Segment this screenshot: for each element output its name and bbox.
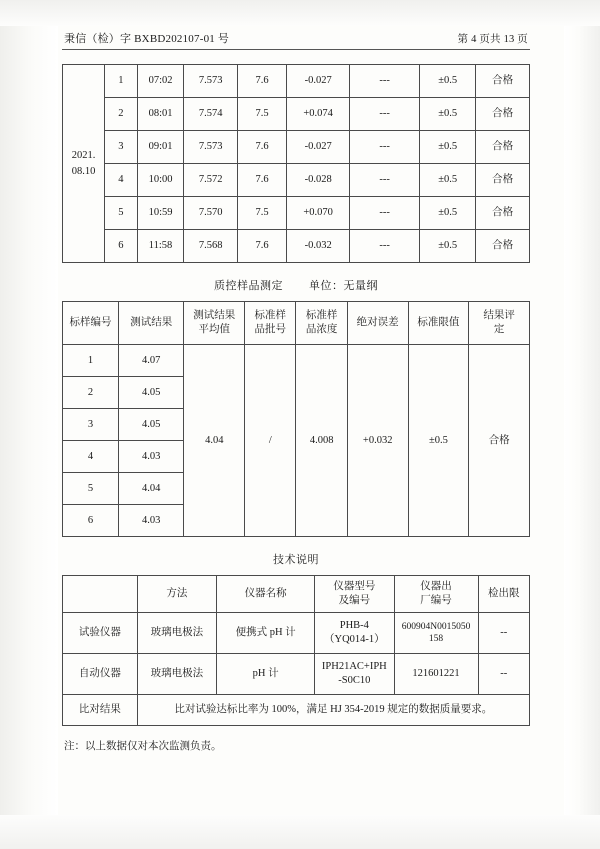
tech-model: PHB-4 （YQ014-1）	[315, 613, 394, 654]
document-header	[62, 30, 530, 50]
tech-col-blank	[63, 576, 138, 613]
tech-factory-no: 600904N0015050 158	[394, 613, 478, 654]
row-verdict: 合格	[476, 164, 530, 197]
row-no: 2	[105, 98, 138, 131]
row-no: 4	[105, 164, 138, 197]
qc-sample-no: 3	[63, 409, 119, 441]
qc-col-concentration: 标准样 品浓度	[296, 302, 347, 345]
row-no: 3	[105, 131, 138, 164]
qc-verdict: 合格	[469, 345, 530, 537]
row-std: 7.5	[238, 197, 287, 230]
table-row	[63, 654, 530, 695]
table-row	[63, 345, 530, 377]
row-limit: ±0.5	[420, 98, 476, 131]
page-number: 第 4 页共 13 页	[457, 34, 528, 45]
row-time: 07:02	[137, 65, 184, 98]
qc-result: 4.07	[119, 345, 184, 377]
tech-section-title: 技术说明	[273, 554, 319, 566]
row-abs-err: ---	[350, 65, 420, 98]
table-row	[63, 230, 530, 263]
row-verdict: 合格	[476, 131, 530, 164]
measurement-date: 2021. 08.10	[63, 65, 105, 263]
row-result: 7.570	[184, 197, 238, 230]
scan-edge-right	[564, 0, 600, 849]
row-std: 7.6	[238, 230, 287, 263]
row-dev: +0.074	[287, 98, 350, 131]
tech-method: 玻璃电极法	[137, 654, 216, 695]
row-abs-err: ---	[350, 197, 420, 230]
tech-row-label: 自动仪器	[63, 654, 138, 695]
table-row	[63, 131, 530, 164]
row-no: 5	[105, 197, 138, 230]
qc-concentration: 4.008	[296, 345, 347, 537]
row-limit: ±0.5	[420, 131, 476, 164]
table-row	[63, 613, 530, 654]
qc-result: 4.03	[119, 441, 184, 473]
tech-instrument-name: pH 计	[217, 654, 315, 695]
tech-col-method: 方法	[137, 576, 216, 613]
row-verdict: 合格	[476, 197, 530, 230]
row-no: 1	[105, 65, 138, 98]
qc-result: 4.05	[119, 377, 184, 409]
row-dev: -0.027	[287, 131, 350, 164]
row-std: 7.6	[238, 65, 287, 98]
qc-title-text: 质控样品测定	[214, 280, 283, 292]
comparison-label: 比对结果	[63, 695, 138, 726]
row-dev: -0.032	[287, 230, 350, 263]
tech-method: 玻璃电极法	[137, 613, 216, 654]
tech-instrument-name: 便携式 pH 计	[217, 613, 315, 654]
row-abs-err: ---	[350, 98, 420, 131]
qc-batch-no: /	[245, 345, 296, 537]
qc-limit: ±0.5	[408, 345, 469, 537]
row-result: 7.568	[184, 230, 238, 263]
table-row	[63, 164, 530, 197]
row-std: 7.6	[238, 164, 287, 197]
row-abs-err: ---	[350, 230, 420, 263]
qc-header-row	[63, 302, 530, 345]
row-result: 7.574	[184, 98, 238, 131]
tech-row-label: 试验仪器	[63, 613, 138, 654]
tech-header-row	[63, 576, 530, 613]
row-time: 11:58	[137, 230, 184, 263]
row-verdict: 合格	[476, 230, 530, 263]
qc-col-batch-no: 标准样 品批号	[245, 302, 296, 345]
row-abs-err: ---	[350, 131, 420, 164]
tech-col-model: 仪器型号 及编号	[315, 576, 394, 613]
row-time: 09:01	[137, 131, 184, 164]
document-content	[62, 30, 530, 753]
row-result: 7.572	[184, 164, 238, 197]
qc-sample-no: 4	[63, 441, 119, 473]
table-row	[63, 197, 530, 230]
row-no: 6	[105, 230, 138, 263]
row-time: 08:01	[137, 98, 184, 131]
scan-edge-left	[0, 0, 58, 849]
tech-factory-no: 121601221	[394, 654, 478, 695]
qc-avg-result: 4.04	[184, 345, 245, 537]
row-limit: ±0.5	[420, 197, 476, 230]
row-dev: +0.070	[287, 197, 350, 230]
qc-col-verdict: 结果评 定	[469, 302, 530, 345]
qc-abs-error: +0.032	[347, 345, 408, 537]
qc-col-limit: 标准限值	[408, 302, 469, 345]
table-row	[63, 65, 530, 98]
qc-sample-no: 6	[63, 505, 119, 537]
row-dev: -0.028	[287, 164, 350, 197]
row-dev: -0.027	[287, 65, 350, 98]
scan-edge-top	[0, 0, 600, 26]
row-verdict: 合格	[476, 98, 530, 131]
row-abs-err: ---	[350, 164, 420, 197]
scan-edge-bottom	[0, 815, 600, 849]
qc-sample-no: 2	[63, 377, 119, 409]
qc-unit-text: 单位：无量纲	[309, 280, 378, 292]
tech-col-detection-limit: 检出限	[478, 576, 529, 613]
qc-result: 4.03	[119, 505, 184, 537]
qc-col-abs-error: 绝对误差	[347, 302, 408, 345]
table-row	[63, 98, 530, 131]
row-time: 10:00	[137, 164, 184, 197]
qc-table	[62, 301, 530, 537]
qc-sample-no: 5	[63, 473, 119, 505]
row-std: 7.6	[238, 131, 287, 164]
row-limit: ±0.5	[420, 230, 476, 263]
row-verdict: 合格	[476, 65, 530, 98]
row-limit: ±0.5	[420, 65, 476, 98]
tech-col-factory-no: 仪器出 厂编号	[394, 576, 478, 613]
qc-col-test-result: 测试结果	[119, 302, 184, 345]
tech-detection-limit: --	[478, 613, 529, 654]
row-time: 10:59	[137, 197, 184, 230]
qc-col-avg-result: 测试结果 平均值	[184, 302, 245, 345]
tech-model: IPH21AC+IPH -S0C10	[315, 654, 394, 695]
table-row	[63, 695, 530, 726]
comparison-text: 比对试验达标比率为 100%，满足 HJ 354-2019 规定的数据质量要求。	[137, 695, 529, 726]
qc-col-sample-no: 标样编号	[63, 302, 119, 345]
report-number: 秉信（检）字 BXBD202107-01 号	[64, 33, 230, 45]
tech-detection-limit: --	[478, 654, 529, 695]
tech-table	[62, 575, 530, 726]
row-result: 7.573	[184, 131, 238, 164]
qc-result: 4.04	[119, 473, 184, 505]
row-result: 7.573	[184, 65, 238, 98]
measurement-table	[62, 64, 530, 263]
tech-col-instrument-name: 仪器名称	[217, 576, 315, 613]
row-limit: ±0.5	[420, 164, 476, 197]
qc-result: 4.05	[119, 409, 184, 441]
row-std: 7.5	[238, 98, 287, 131]
qc-section-title	[62, 277, 530, 293]
footnote: 注：以上数据仅对本次监测负责。	[64, 741, 222, 752]
qc-sample-no: 1	[63, 345, 119, 377]
